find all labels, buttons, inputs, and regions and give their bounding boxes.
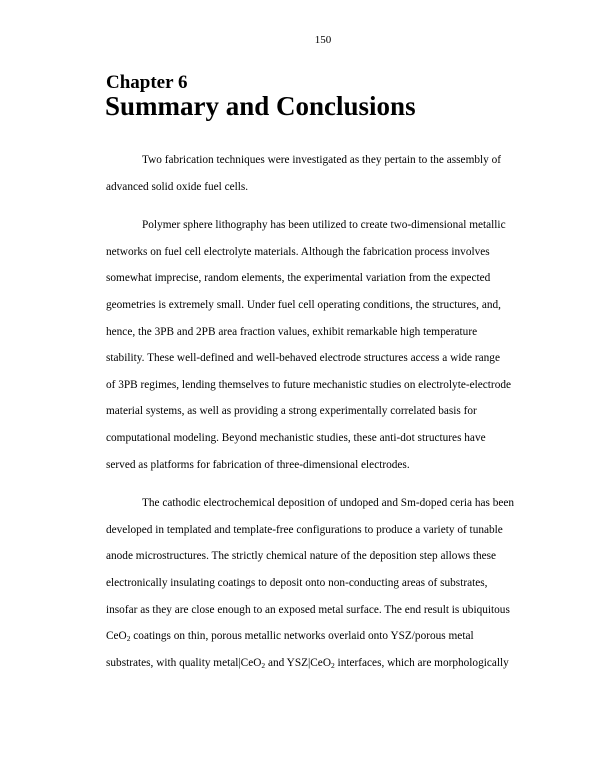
chapter-title: Summary and Conclusions: [105, 91, 416, 121]
text-line: hence, the 3PB and 2PB area fraction values, exhibit remarkable high temperature: [106, 325, 478, 338]
text-line: geometries is extremely small. Under fuel cell operating conditions, the structures, and,: [106, 298, 501, 311]
text-line: somewhat imprecise, random elements, the experimental variation from the expected: [106, 272, 491, 285]
formula-text: coatings on thin, porous metallic networks overlaid onto YSZ/porous metal: [130, 630, 474, 643]
text-line-with-formula: [106, 623, 531, 650]
body-text: [106, 147, 531, 688]
text-line: of 3PB regimes, lending themselves to future mechanistic studies on electrolyte-electrode: [106, 378, 511, 391]
paragraph-1: [106, 147, 531, 200]
subscript: 2: [330, 660, 335, 670]
chapter-label: Chapter 6: [106, 72, 188, 93]
text-line: The cathodic electrochemical deposition of undoped and Sm-doped ceria has been: [142, 497, 515, 510]
text-line: computational modeling. Beyond mechanistic studies, these anti-dot structures have: [106, 431, 486, 444]
text-line: developed in templated and template-free configurations to produce a variety of tunable: [106, 523, 503, 536]
formula-text: and YSZ|CeO: [265, 656, 331, 669]
text-line: advanced solid oxide fuel cells.: [106, 180, 249, 193]
text-line: insofar as they are close enough to an exposed metal surface. The end result is ubiquitous: [106, 603, 510, 616]
text-line: anode microstructures. The strictly chemical nature of the deposition step allows these: [106, 550, 497, 563]
text-line: Polymer sphere lithography has been utilized to create two-dimensional metallic: [142, 219, 506, 232]
text-line: Two fabrication techniques were investigated as they pertain to the assembly of: [142, 154, 502, 166]
text-line: electronically insulating coatings to deposit onto non-conducting areas of substrates,: [106, 576, 488, 589]
paragraph-2: [106, 212, 531, 478]
formula-text: interfaces, which are morphologically: [334, 656, 509, 669]
text-line: stability. These well-defined and well-behaved electrode structures access a wide range: [106, 352, 500, 365]
paragraph-3: [106, 490, 531, 676]
subscript: 2: [126, 634, 131, 644]
formula-text: CeO: [106, 630, 127, 643]
text-line: material systems, as well as providing a strong experimentally correlated basis for: [106, 405, 477, 418]
text-line-with-formula: [106, 650, 531, 677]
subscript: 2: [261, 660, 266, 670]
page-number: 150: [314, 34, 332, 46]
formula-text: substrates, with quality metal|CeO: [106, 656, 262, 669]
text-line: networks on fuel cell electrolyte materials. Although the fabrication process involves: [106, 245, 490, 258]
text-line: served as platforms for fabrication of three-dimensional electrodes.: [106, 458, 410, 471]
